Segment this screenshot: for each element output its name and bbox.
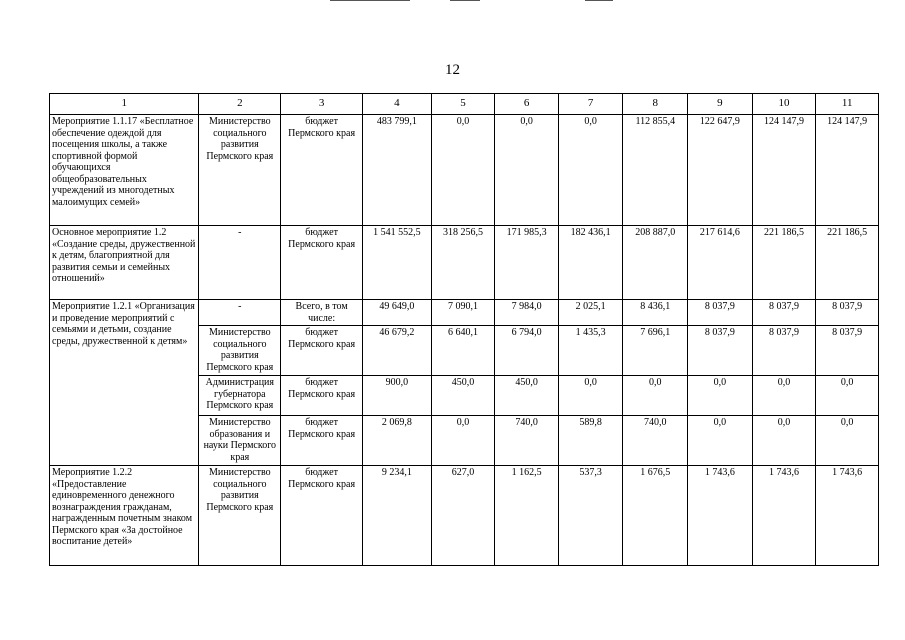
value-cell: 318 256,5: [431, 226, 495, 300]
value-cell: 0,0: [688, 376, 753, 416]
value-cell: 8 037,9: [688, 300, 753, 326]
header-cell: 10: [752, 94, 816, 115]
value-cell: 627,0: [431, 466, 495, 566]
value-cell: 8 037,9: [752, 326, 816, 376]
value-cell: 0,0: [431, 416, 495, 466]
page-number: 12: [445, 62, 460, 78]
header-cell: 11: [816, 94, 879, 115]
executor: Министерство социального развития Пермского края: [199, 326, 281, 376]
header-cell: 7: [558, 94, 623, 115]
activity-name: Мероприятие 1.1.17 «Бесплатное обеспечение одеждой для посещения школы, а также спортивной формой обучающихся общеобразовательных учреждений из многодетных малоимущих семей»: [50, 115, 199, 226]
value-cell: 1 743,6: [752, 466, 816, 566]
funding-source: бюджет Пермского края: [281, 326, 363, 376]
funding-source: бюджет Пермского края: [281, 115, 363, 226]
value-cell: 0,0: [558, 115, 623, 226]
table-row: [50, 466, 879, 566]
header-row: [50, 94, 879, 115]
executor: -: [199, 300, 281, 326]
value-cell: 900,0: [363, 376, 432, 416]
value-cell: 6 640,1: [431, 326, 495, 376]
value-cell: 0,0: [816, 376, 879, 416]
value-cell: 0,0: [816, 416, 879, 466]
value-cell: 171 985,3: [495, 226, 559, 300]
value-cell: 589,8: [558, 416, 623, 466]
value-cell: 537,3: [558, 466, 623, 566]
value-cell: 1 162,5: [495, 466, 559, 566]
funding-source: бюджет Пермского края: [281, 226, 363, 300]
value-cell: 483 799,1: [363, 115, 432, 226]
value-cell: 1 743,6: [688, 466, 753, 566]
value-cell: 7 696,1: [623, 326, 688, 376]
value-cell: 2 069,8: [363, 416, 432, 466]
value-cell: 1 435,3: [558, 326, 623, 376]
activity-name: Основное мероприятие 1.2 «Создание среды, дружественной к детям, благоприятной для развития семьи и семейных отношений»: [50, 226, 199, 300]
executor: Администрация губернатора Пермского края: [199, 376, 281, 416]
value-cell: 46 679,2: [363, 326, 432, 376]
table-row: [50, 226, 879, 300]
activity-name: Мероприятие 1.2.2 «Предоставление единовременного денежного вознаграждения гражданам, награжденным почетным знаком Пермского края «За достойное воспитание детей»: [50, 466, 199, 566]
value-cell: 0,0: [688, 416, 753, 466]
value-cell: 1 541 552,5: [363, 226, 432, 300]
value-cell: 1 743,6: [816, 466, 879, 566]
executor: -: [199, 226, 281, 300]
activity-name: Мероприятие 1.2.1 «Организация и проведение мероприятий с семьями и детьми, создание среды, дружественной к детям»: [50, 300, 199, 466]
value-cell: 740,0: [495, 416, 559, 466]
value-cell: 7 984,0: [495, 300, 559, 326]
value-cell: 221 186,5: [752, 226, 816, 300]
funding-source: бюджет Пермского края: [281, 416, 363, 466]
value-cell: 2 025,1: [558, 300, 623, 326]
value-cell: 450,0: [495, 376, 559, 416]
value-cell: 8 037,9: [752, 300, 816, 326]
value-cell: 0,0: [431, 115, 495, 226]
value-cell: 0,0: [752, 376, 816, 416]
value-cell: 0,0: [623, 376, 688, 416]
header-cell: 8: [623, 94, 688, 115]
value-cell: 182 436,1: [558, 226, 623, 300]
header-cell: 6: [495, 94, 559, 115]
funding-source: Всего, в том числе:: [281, 300, 363, 326]
value-cell: 0,0: [495, 115, 559, 226]
value-cell: 208 887,0: [623, 226, 688, 300]
scan-top-marks: [330, 0, 630, 3]
executor: Министерство социального развития Пермского края: [199, 115, 281, 226]
value-cell: 221 186,5: [816, 226, 879, 300]
budget-table: [49, 93, 879, 566]
value-cell: 122 647,9: [688, 115, 753, 226]
table-row: [50, 115, 879, 226]
header-cell: 9: [688, 94, 753, 115]
executor: Министерство образования и науки Пермского края: [199, 416, 281, 466]
value-cell: 0,0: [752, 416, 816, 466]
header-cell: 4: [363, 94, 432, 115]
value-cell: 450,0: [431, 376, 495, 416]
value-cell: 8 037,9: [688, 326, 753, 376]
value-cell: 9 234,1: [363, 466, 432, 566]
value-cell: 112 855,4: [623, 115, 688, 226]
value-cell: 124 147,9: [752, 115, 816, 226]
value-cell: 8 037,9: [816, 300, 879, 326]
funding-source: бюджет Пермского края: [281, 466, 363, 566]
value-cell: 740,0: [623, 416, 688, 466]
value-cell: 8 037,9: [816, 326, 879, 376]
funding-source: бюджет Пермского края: [281, 376, 363, 416]
header-cell: 3: [281, 94, 363, 115]
value-cell: 7 090,1: [431, 300, 495, 326]
table-row: [50, 300, 879, 326]
value-cell: 8 436,1: [623, 300, 688, 326]
header-cell: 2: [199, 94, 281, 115]
value-cell: 1 676,5: [623, 466, 688, 566]
value-cell: 217 614,6: [688, 226, 753, 300]
value-cell: 0,0: [558, 376, 623, 416]
header-cell: 1: [50, 94, 199, 115]
value-cell: 124 147,9: [816, 115, 879, 226]
value-cell: 6 794,0: [495, 326, 559, 376]
executor: Министерство социального развития Пермского края: [199, 466, 281, 566]
header-cell: 5: [431, 94, 495, 115]
value-cell: 49 649,0: [363, 300, 432, 326]
